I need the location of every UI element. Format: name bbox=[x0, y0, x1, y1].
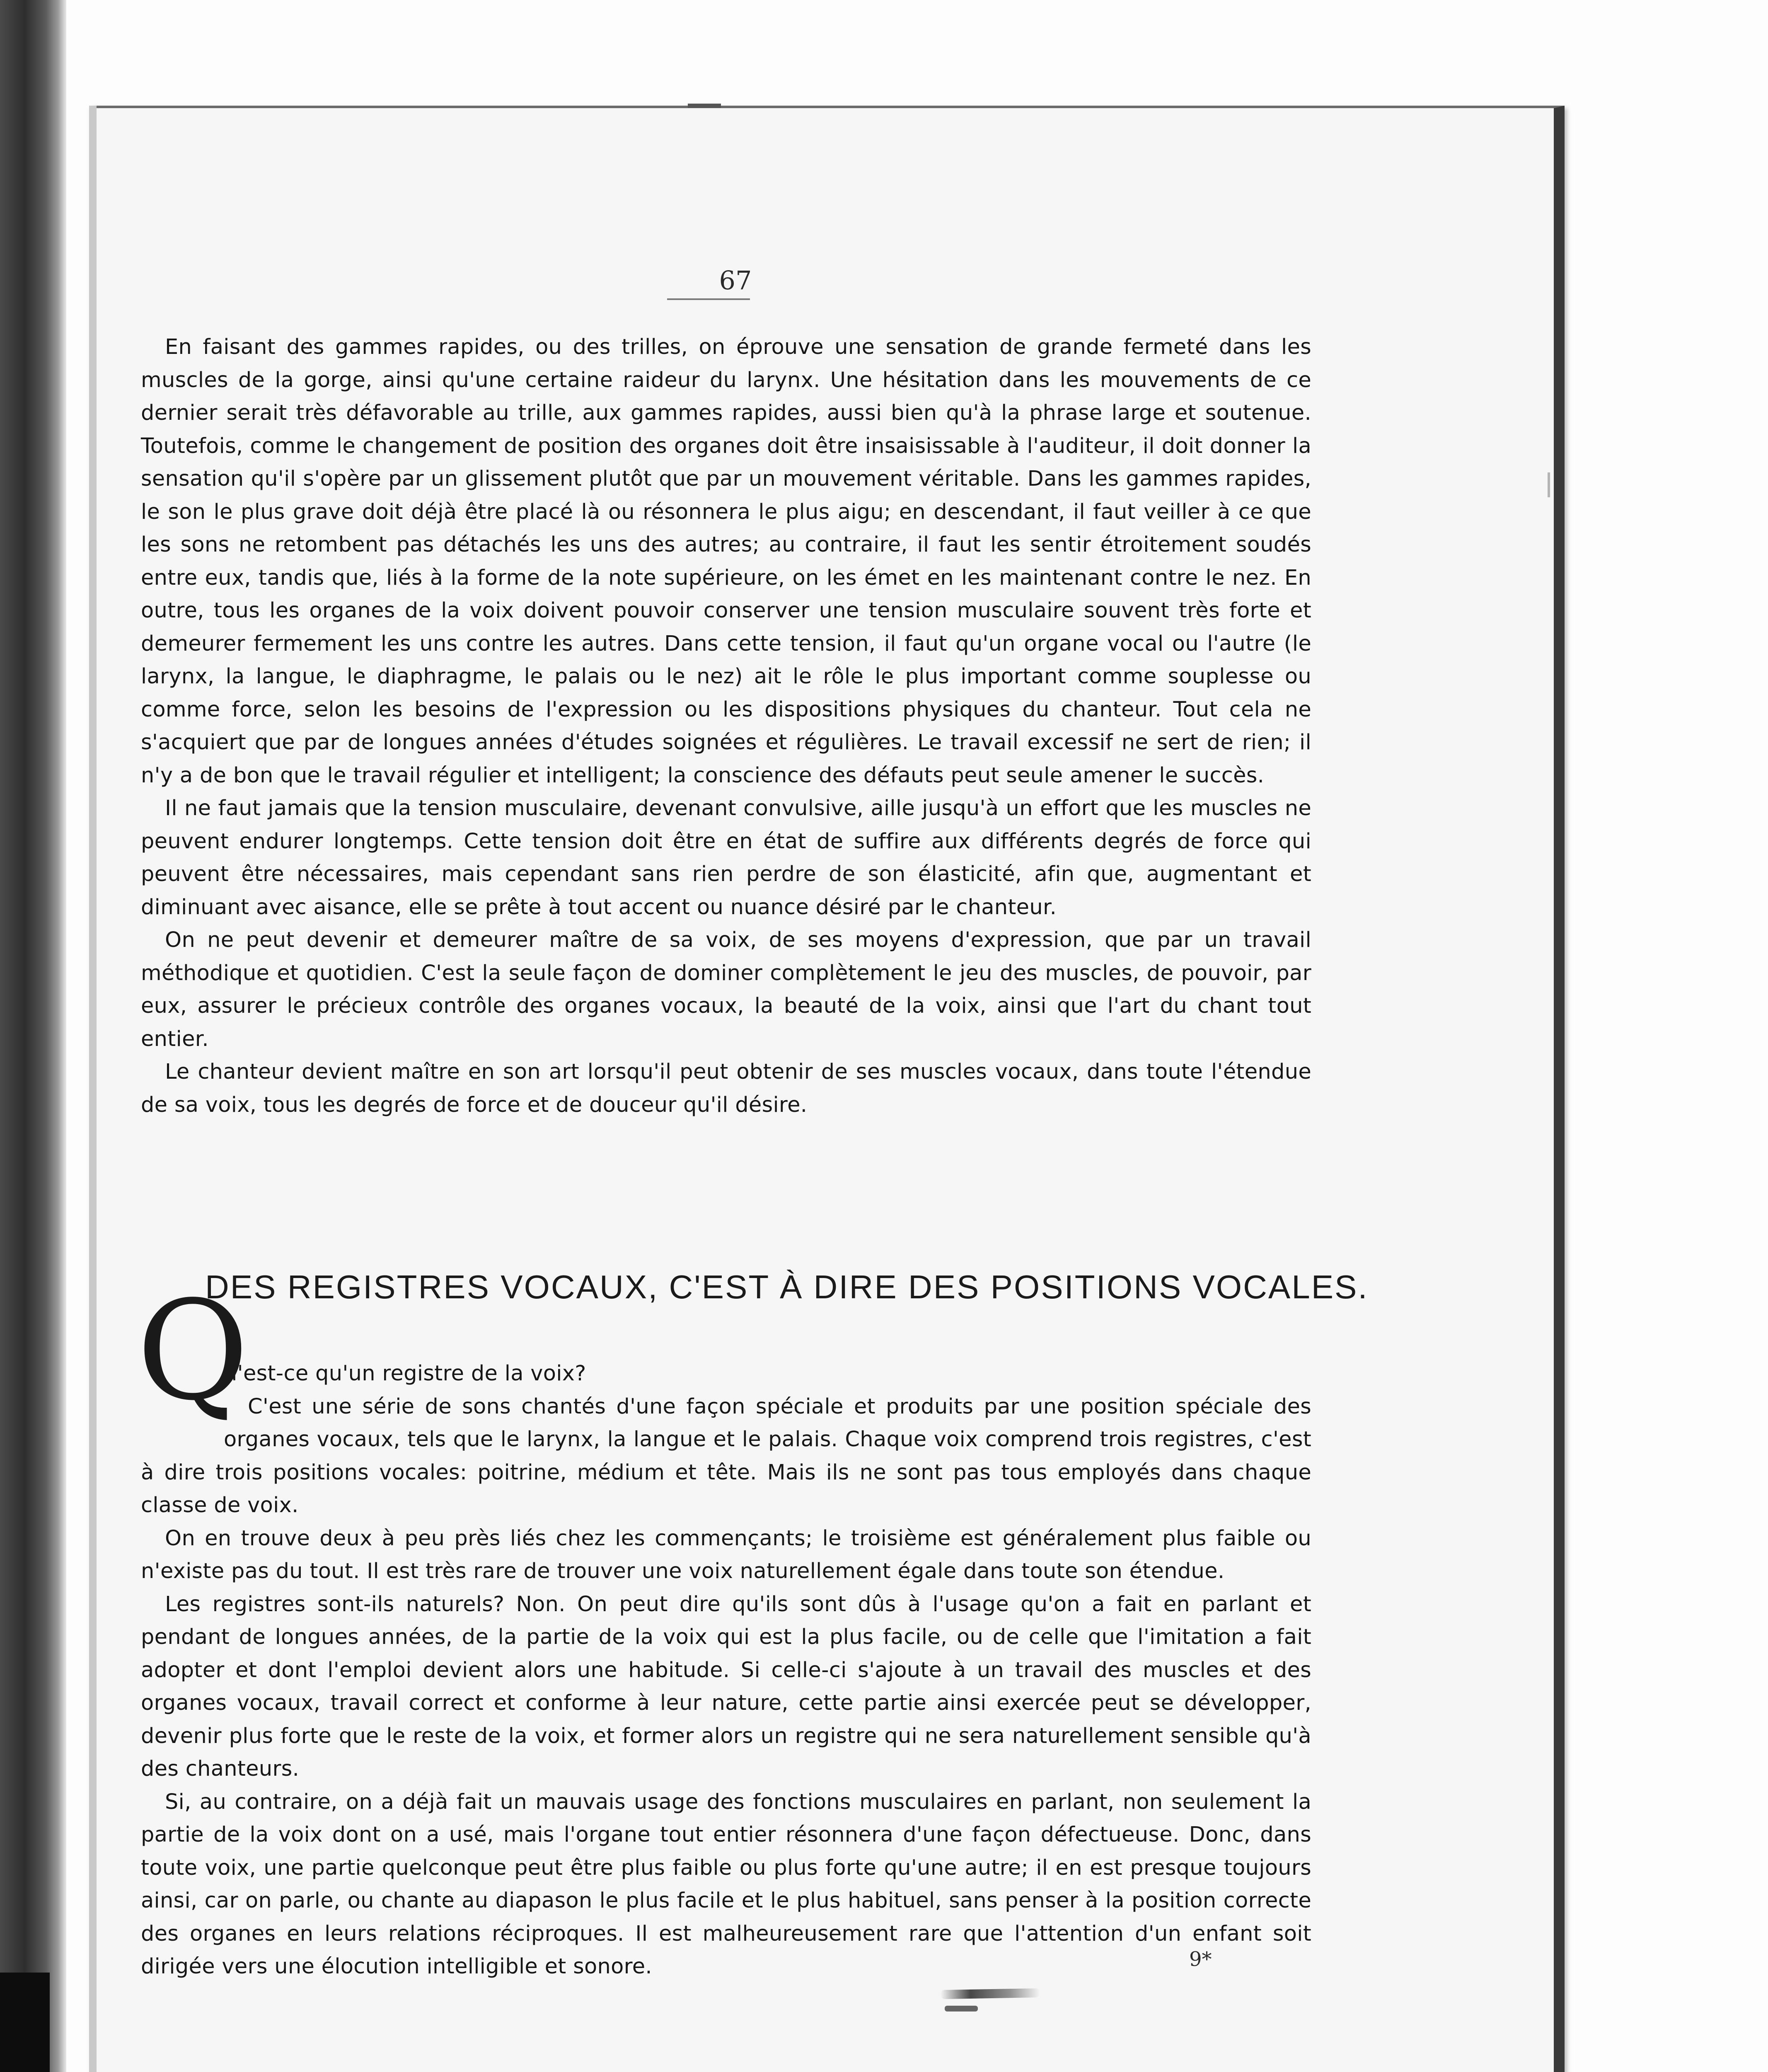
book-binding-shadow bbox=[0, 1973, 50, 2072]
paragraph: Les registres sont-ils naturels? Non. On peut dire qu'ils sont dûs à l'usage qu'on a fait en parlant et pendant de longues années, de la partie de la voix qui est la plus facile, ou de celle que l'imitation a fait adopter et dont l'emploi devient alors une habitude. Si celle-ci s'ajoute à un travail des muscles et des organes vocaux, travail correct et conforme à leur nature, cette partie ainsi exercée peut se développer, devenir plus forte que le reste de la voix, et former alors un registre qui ne sera naturellement sensible qu'à des chanteurs. bbox=[141, 1592, 1311, 1781]
paragraph: On en trouve deux à peu près liés chez les commençants; le troisième est généralement plus faible ou n'existe pas du tout. Il est très rare de trouver une voix naturellement égale dans toute son étendue. bbox=[141, 1526, 1311, 1583]
paragraph: On ne peut devenir et demeurer maître de sa voix, de ses moyens d'expression, que par un travail méthodique et quotidien. C'est la seule façon de dominer complètement le jeu des muscles, de pouvoir, par eux, assurer le précieux contrôle des organes vocaux, la beauté de la voix, ainsi que l'art du chant tout entier. bbox=[141, 928, 1311, 1051]
page-number-rule bbox=[667, 298, 750, 300]
section-text-block bbox=[141, 1357, 1311, 1983]
top-text-block bbox=[141, 331, 1311, 1121]
ink-smudge-small bbox=[945, 2006, 978, 2011]
ink-smudge bbox=[941, 1988, 1040, 1999]
drop-cap-letter: Q bbox=[137, 1271, 249, 1431]
paragraph: Il ne faut jamais que la tension musculaire, devenant convulsive, aille jusqu'à un effort que les muscles ne peuvent endurer longtemps. Cette tension doit être en état de suffire aux différents degrés de force qui peuvent être nécessaires, mais cependant sans rien perdre de son élasticité, afin que, augmentant et diminuant avec aisance, elle se prête à tout accent ou nuance désiré par le chanteur. bbox=[141, 796, 1311, 920]
book-binding-edge bbox=[0, 0, 66, 2072]
page-margin-mark bbox=[1548, 472, 1550, 497]
page-top-edge-mark bbox=[688, 104, 721, 108]
page-gutter-shadow bbox=[89, 106, 97, 2072]
paragraph: En faisant des gammes rapides, ou des trilles, on éprouve une sensation de grande fermeté dans les muscles de la gorge, ainsi qu'une certaine raideur du larynx. Une hésitation dans les mouvements de ce dernier serait très défavorable au trille, aux gammes rapides, aussi bien qu'à la phrase large et soutenue. Toutefois, comme le changement de position des organes doit être insaisissable à l'auditeur, il doit donner la sensation qu'il s'opère par un glissement plutôt que par un mouvement véritable. Dans les gammes rapides, le son le plus grave doit déjà être placé là ou résonnera le plus aigu; en descendant, il faut veiller à ce que les sons ne retombent pas détachés les uns des autres; au contraire, il faut les sentir étroitement soudés entre eux, tandis que, liés à la forme de la note supérieure, on les émet en les maintenant contre le nez. En outre, tous les organes de la voix doivent pouvoir conserver une tension musculaire souvent très forte et demeurer fermement les uns contre les autres. Dans cette tension, il faut qu'un organe vocal ou l'autre (le larynx, la langue, le diaphragme, le palais ou le nez) ait le rôle le plus important comme souplesse ou comme force, selon les besoins de l'expression ou les dispositions physiques du chanteur. Tout cela ne s'acquiert que par de longues années d'études soignées et régulières. Le travail excessif ne sert de rien; il n'y a de bon que le travail régulier et intelligent; la conscience des défauts peut seule amener le succès. bbox=[141, 335, 1311, 788]
paragraph: Si, au contraire, on a déjà fait un mauvais usage des fonctions musculaires en parlant, non seulement la partie de la voix dont on a usé, mais l'organe tout entier résonnera d'une façon défectueuse. Donc, dans toute voix, une partie quelconque peut être plus faible ou plus forte qu'une autre; il en est presque toujours ainsi, car on parle, ou chante au diapason le plus facile et le plus habituel, sans penser à la position correcte des organes en leurs relations réciproques. Il est malheureusement rare que l'attention d'un enfant soit dirigée vers une élocution intelligible et sonore. bbox=[141, 1789, 1311, 1979]
page-number: 67 bbox=[719, 265, 752, 295]
section-first-line: u'est-ce qu'un registre de la voix? bbox=[224, 1361, 586, 1386]
paragraph: Le chanteur devient maître en son art lorsqu'il peut obtenir de ses muscles vocaux, dans toute l'étendue de sa voix, tous les degrés de force et de douceur qu'il désire. bbox=[141, 1060, 1311, 1117]
paragraph: C'est une série de sons chantés d'une façon spéciale et produits par une position spéciale des organes vocaux, tels que le larynx, la langue et le palais. Chaque voix comprend trois registres, c'est à dire trois positions vocales: poitrine, médium et tête. Mais ils ne sont pas tous employés dans chaque classe de voix. bbox=[141, 1394, 1311, 1518]
signature-mark: 9* bbox=[1189, 1948, 1212, 1971]
section-heading: DES REGISTRES VOCAUX, C'EST À DIRE DES POSITIONS VOCALES. bbox=[205, 1268, 1369, 1305]
